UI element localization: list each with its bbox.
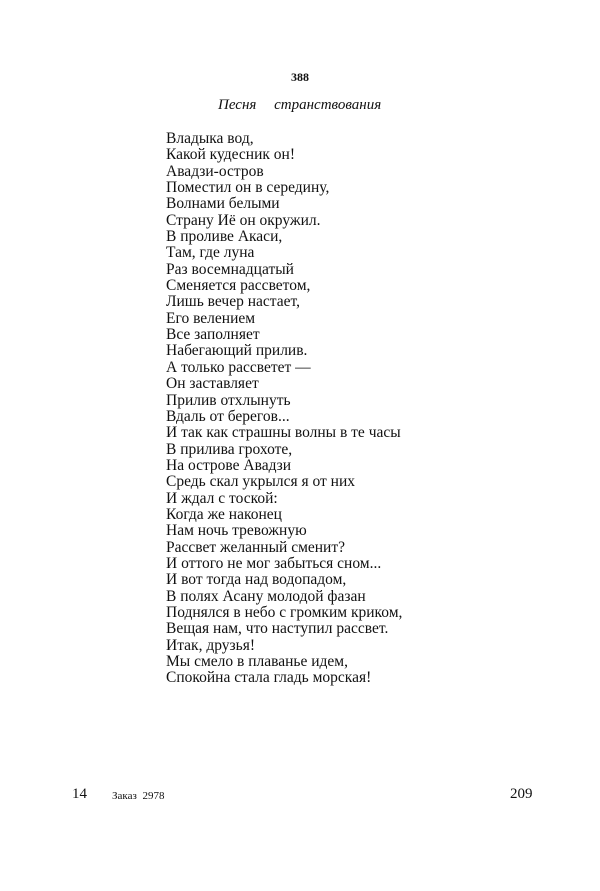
- poem-line: Когда же наконец: [166, 505, 282, 523]
- poem-line: И ждал с тоской:: [166, 489, 278, 507]
- poem-line: Итак, друзья!: [166, 636, 255, 654]
- poem-line: Волнами белыми: [166, 195, 280, 213]
- poem-line: Прилив отхлынуть: [166, 391, 291, 409]
- poem-line: Нам ночь тревожную: [166, 522, 307, 540]
- poem-line: Авадзи-остров: [166, 162, 264, 180]
- poem-line: Поместил он в середину,: [166, 179, 330, 197]
- poem-line: Владыка вод,: [166, 130, 254, 147]
- poem-line: В полях Асану молодой фазан: [166, 587, 366, 605]
- poem-line: Поднялся в небо с громким криком,: [166, 603, 403, 621]
- print-order: Заказ 2978: [112, 790, 165, 802]
- poem-line: И так как страшны волны в те часы: [166, 424, 401, 442]
- poem-line: И оттого не мог забыться сном...: [166, 554, 382, 572]
- poem-line: А только рассветет —: [166, 358, 311, 376]
- poem-body: [166, 131, 402, 687]
- poem-line: В прилива грохоте,: [166, 440, 293, 458]
- poem-line: Спокойна стала гладь морская!: [166, 669, 372, 687]
- signature-mark: 14: [72, 786, 87, 802]
- poem-line: Мы смело в плаванье идем,: [166, 653, 348, 670]
- poem-line: На острове Авадзи: [166, 456, 292, 474]
- poem-line: Лишь вечер настает,: [166, 293, 300, 311]
- poem-line: Вдаль от берегов...: [166, 407, 290, 425]
- poem-line: Какой кудесник он!: [166, 146, 295, 164]
- poem-line: И вот тогда над водопадом,: [166, 571, 347, 589]
- poem-title: Песня странствования: [218, 97, 382, 113]
- poem-line: Рассвет желанный сменит?: [166, 538, 345, 556]
- poem-line: В проливе Акаси,: [166, 228, 283, 246]
- poem-line: Вещая нам, что наступил рассвет.: [166, 620, 389, 638]
- page-number: 209: [510, 786, 533, 802]
- poem-line: Его велением: [166, 309, 256, 327]
- section-number: 388: [291, 70, 309, 84]
- poem-line: Раз восемнадцатый: [166, 260, 294, 278]
- poem-line: Все заполняет: [166, 326, 260, 344]
- poem-line: Страну Иё он окружил.: [166, 211, 321, 229]
- poem-line: Набегающий прилив.: [166, 342, 308, 360]
- poem-line: Сменяется рассветом,: [166, 277, 311, 295]
- poem-line: Он заставляет: [166, 375, 259, 393]
- poem-line: Там, где луна: [166, 244, 255, 262]
- poem-line: Средь скал укрылся я от них: [166, 473, 355, 491]
